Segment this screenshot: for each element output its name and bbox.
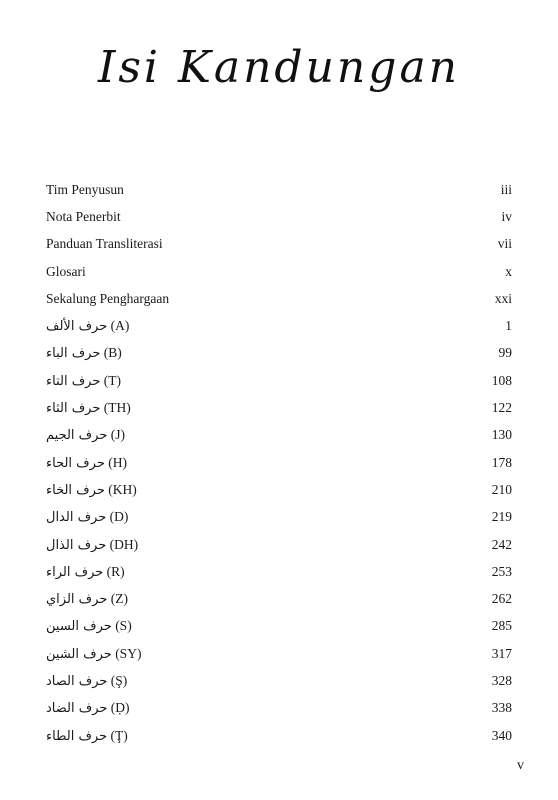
toc-entry-page: vii — [497, 236, 512, 252]
toc-entry-page: 340 — [491, 727, 512, 743]
toc-entry-label — [46, 209, 121, 225]
toc-entry-text: (KH) — [108, 481, 137, 497]
toc-entry-text: (A) — [110, 318, 130, 334]
toc-entry-arabic: حرف الصاد — [46, 673, 108, 689]
toc-entry-arabic: حرف التاء — [46, 373, 101, 389]
toc-entry-label — [46, 455, 127, 471]
toc-entry-text: (D) — [109, 509, 129, 525]
toc-entry-text: Panduan Transliterasi — [46, 236, 163, 252]
toc-entry-page: 210 — [491, 481, 512, 497]
toc-entry-text: (TH) — [103, 400, 131, 416]
page-title: Isi Kandungan — [97, 42, 461, 93]
toc-entry-page: 178 — [491, 454, 512, 470]
toc-entry-text: (R) — [106, 563, 125, 579]
toc-entry-label — [46, 373, 121, 389]
toc-entry-text: (Z) — [110, 591, 128, 607]
toc-entry-label — [46, 291, 169, 307]
toc-entry — [46, 312, 512, 339]
toc-entry — [46, 722, 512, 749]
toc-entry — [46, 504, 512, 531]
toc-entry-page: 219 — [491, 509, 512, 525]
toc-entry-page: xxi — [494, 290, 512, 306]
toc-entry — [46, 176, 512, 203]
toc-entry-label — [46, 482, 137, 498]
toc-entry-text: (Ḍ) — [110, 700, 130, 716]
toc-entry — [46, 285, 512, 312]
toc-entry — [46, 531, 512, 558]
toc-entry-label — [46, 591, 128, 607]
toc-entry-label — [46, 537, 138, 553]
toc-entry-text: Nota Penerbit — [46, 208, 121, 224]
toc-entry-arabic: حرف الألف — [46, 319, 108, 335]
toc-entry-text: Tim Penyusun — [46, 181, 124, 197]
toc-entry-arabic: حرف الضاد — [46, 701, 108, 717]
toc-entry-page: 122 — [491, 400, 512, 416]
toc-entry — [46, 449, 512, 476]
toc-entry — [46, 340, 512, 367]
toc-entry-arabic: حرف الخاء — [46, 482, 105, 498]
toc-entry-label — [46, 264, 86, 280]
toc-entry-text: (T) — [103, 372, 122, 388]
toc-entry-page: 338 — [491, 700, 512, 716]
toc-entry-arabic: حرف الذال — [46, 537, 107, 553]
toc-entry-label — [46, 318, 129, 334]
toc-entry-page: 262 — [491, 591, 512, 607]
toc-entry-page: iii — [500, 181, 512, 197]
toc-entry-label — [46, 673, 127, 689]
toc-entry-label — [46, 400, 131, 416]
toc-entry-label — [46, 345, 122, 361]
toc-entry-page: 242 — [491, 536, 512, 552]
toc-entry-page: x — [505, 263, 512, 279]
toc-entry-page: 253 — [491, 563, 512, 579]
toc-entry-page: 285 — [491, 618, 512, 634]
toc-entry-label — [46, 646, 141, 662]
toc-entry-arabic: حرف الجيم — [46, 428, 108, 444]
toc-entry-arabic: حرف الراء — [46, 564, 104, 580]
toc-entry-label — [46, 564, 125, 580]
toc-entry-arabic: حرف الثاء — [46, 401, 101, 417]
page-number: v — [517, 758, 524, 773]
toc-entry-label — [46, 728, 128, 744]
toc-entry-arabic: حرف الشين — [46, 646, 112, 662]
toc-entry — [46, 476, 512, 503]
toc-entry-arabic: حرف السين — [46, 619, 112, 635]
toc-entry — [46, 367, 512, 394]
toc-entry-arabic: حرف الحاء — [46, 455, 105, 471]
toc-entry-label — [46, 509, 128, 525]
toc-entry-text: (Ţ) — [110, 727, 128, 743]
toc-entry-text: (B) — [103, 345, 122, 361]
toc-entry-label — [46, 236, 163, 252]
toc-entry — [46, 667, 512, 694]
toc-entry-label — [46, 427, 125, 443]
toc-entry — [46, 394, 512, 421]
toc-entry — [46, 585, 512, 612]
toc-entry-text: Sekalung Penghargaan — [46, 290, 170, 306]
toc-entry — [46, 203, 512, 230]
toc-entry-page: 328 — [491, 672, 512, 688]
toc-entry-arabic: حرف الطاء — [46, 728, 108, 744]
toc-entry-text: (Ş) — [110, 672, 128, 688]
toc-entry-text: Glosari — [46, 263, 86, 279]
toc-entry-text: (J) — [110, 427, 125, 443]
toc-entry-text: (DH) — [109, 536, 139, 552]
toc-entry — [46, 695, 512, 722]
toc-entry-text: (SY) — [115, 645, 142, 661]
toc-entry — [46, 422, 512, 449]
toc-entry-text: (H) — [108, 454, 127, 470]
toc-entry — [46, 258, 512, 285]
toc-entry-page: 99 — [498, 345, 512, 361]
toc-entry-page: 317 — [491, 645, 512, 661]
toc-entry-arabic: حرف الباء — [46, 346, 101, 362]
toc-entry-text: (S) — [115, 618, 132, 634]
toc-entry-page: 130 — [491, 427, 512, 443]
toc-entry-page: iv — [501, 208, 512, 224]
toc-entry-arabic: حرف الزاي — [46, 592, 108, 608]
toc-entry-page: 108 — [491, 372, 512, 388]
toc-entry-label — [46, 618, 132, 634]
table-of-contents — [46, 176, 512, 749]
toc-entry — [46, 640, 512, 667]
toc-entry-arabic: حرف الدال — [46, 510, 107, 526]
toc-entry-page: 1 — [505, 318, 512, 334]
toc-entry — [46, 558, 512, 585]
toc-entry-label — [46, 182, 124, 198]
toc-entry — [46, 231, 512, 258]
toc-entry-label — [46, 700, 130, 716]
toc-entry — [46, 613, 512, 640]
